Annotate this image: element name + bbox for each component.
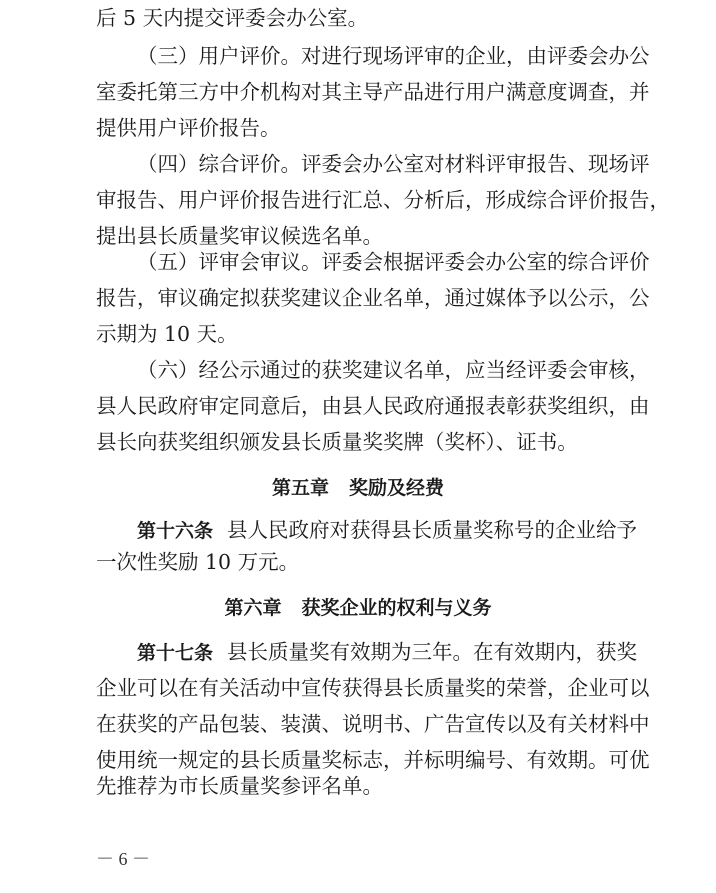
paragraph-line: 审报告、用户评价报告进行汇总、分析后，形成综合评价报告， <box>96 188 670 212</box>
chapter-heading <box>0 476 716 500</box>
chapter-number: 第五章 <box>271 477 329 499</box>
article-text: 县人民政府对获得县长质量奖称号的企业给予 <box>227 518 638 542</box>
paragraph-line: 使用统一规定的县长质量奖标志，并标明编号、有效期。可优 <box>96 748 650 772</box>
paragraph-line: 室委托第三方中介机构对其主导产品进行用户满意度调查，并 <box>96 80 650 104</box>
article-label: 第十六条 <box>137 520 214 542</box>
paragraph-line: （五）评审会审议。评委会根据评委会办公室的综合评价 <box>137 250 650 274</box>
paragraph-line: 报告，审议确定拟获奖建议企业名单，通过媒体予以公示，公 <box>96 286 650 310</box>
paragraph-line: 企业可以在有关活动中宣传获得县长质量奖的荣誉，企业可以 <box>96 676 650 700</box>
paragraph-line: （六）经公示通过的获奖建议名单，应当经评委会审核， <box>137 358 650 382</box>
article-line <box>137 640 638 665</box>
paragraph-line: 县人民政府审定同意后，由县人民政府通报表彰获奖组织，由 <box>96 394 650 418</box>
paragraph-line: 提出县长质量奖审议候选名单。 <box>96 224 383 248</box>
chapter-title: 奖励及经费 <box>349 477 445 499</box>
paragraph-line: （四）综合评价。评委会办公室对材料评审报告、现场评 <box>137 152 650 176</box>
paragraph-line: 示期为 10 天。 <box>96 322 238 346</box>
paragraph-line: 先推荐为市长质量奖参评名单。 <box>96 774 383 798</box>
page-number: － 6 － <box>96 849 150 869</box>
chapter-number: 第六章 <box>224 597 282 619</box>
chapter-heading <box>0 596 716 620</box>
paragraph-line: （三）用户评价。对进行现场评审的企业，由评委会办公 <box>137 44 650 68</box>
article-text: 县长质量奖有效期为三年。在有效期内，获奖 <box>227 640 638 664</box>
article-label: 第十七条 <box>137 642 214 664</box>
paragraph-line: 一次性奖励 10 万元。 <box>96 550 300 574</box>
paragraph-line: 县长向获奖组织颁发县长质量奖奖牌（奖杯）、证书。 <box>96 430 578 454</box>
article-line <box>137 518 638 543</box>
paragraph-line: 在获奖的产品包装、装潢、说明书、广告宣传以及有关材料中 <box>96 712 650 736</box>
paragraph-line: 提供用户评价报告。 <box>96 116 281 140</box>
paragraph-line: 后 5 天内提交评委会办公室。 <box>96 6 369 30</box>
chapter-title: 获奖企业的权利与义务 <box>301 597 492 619</box>
